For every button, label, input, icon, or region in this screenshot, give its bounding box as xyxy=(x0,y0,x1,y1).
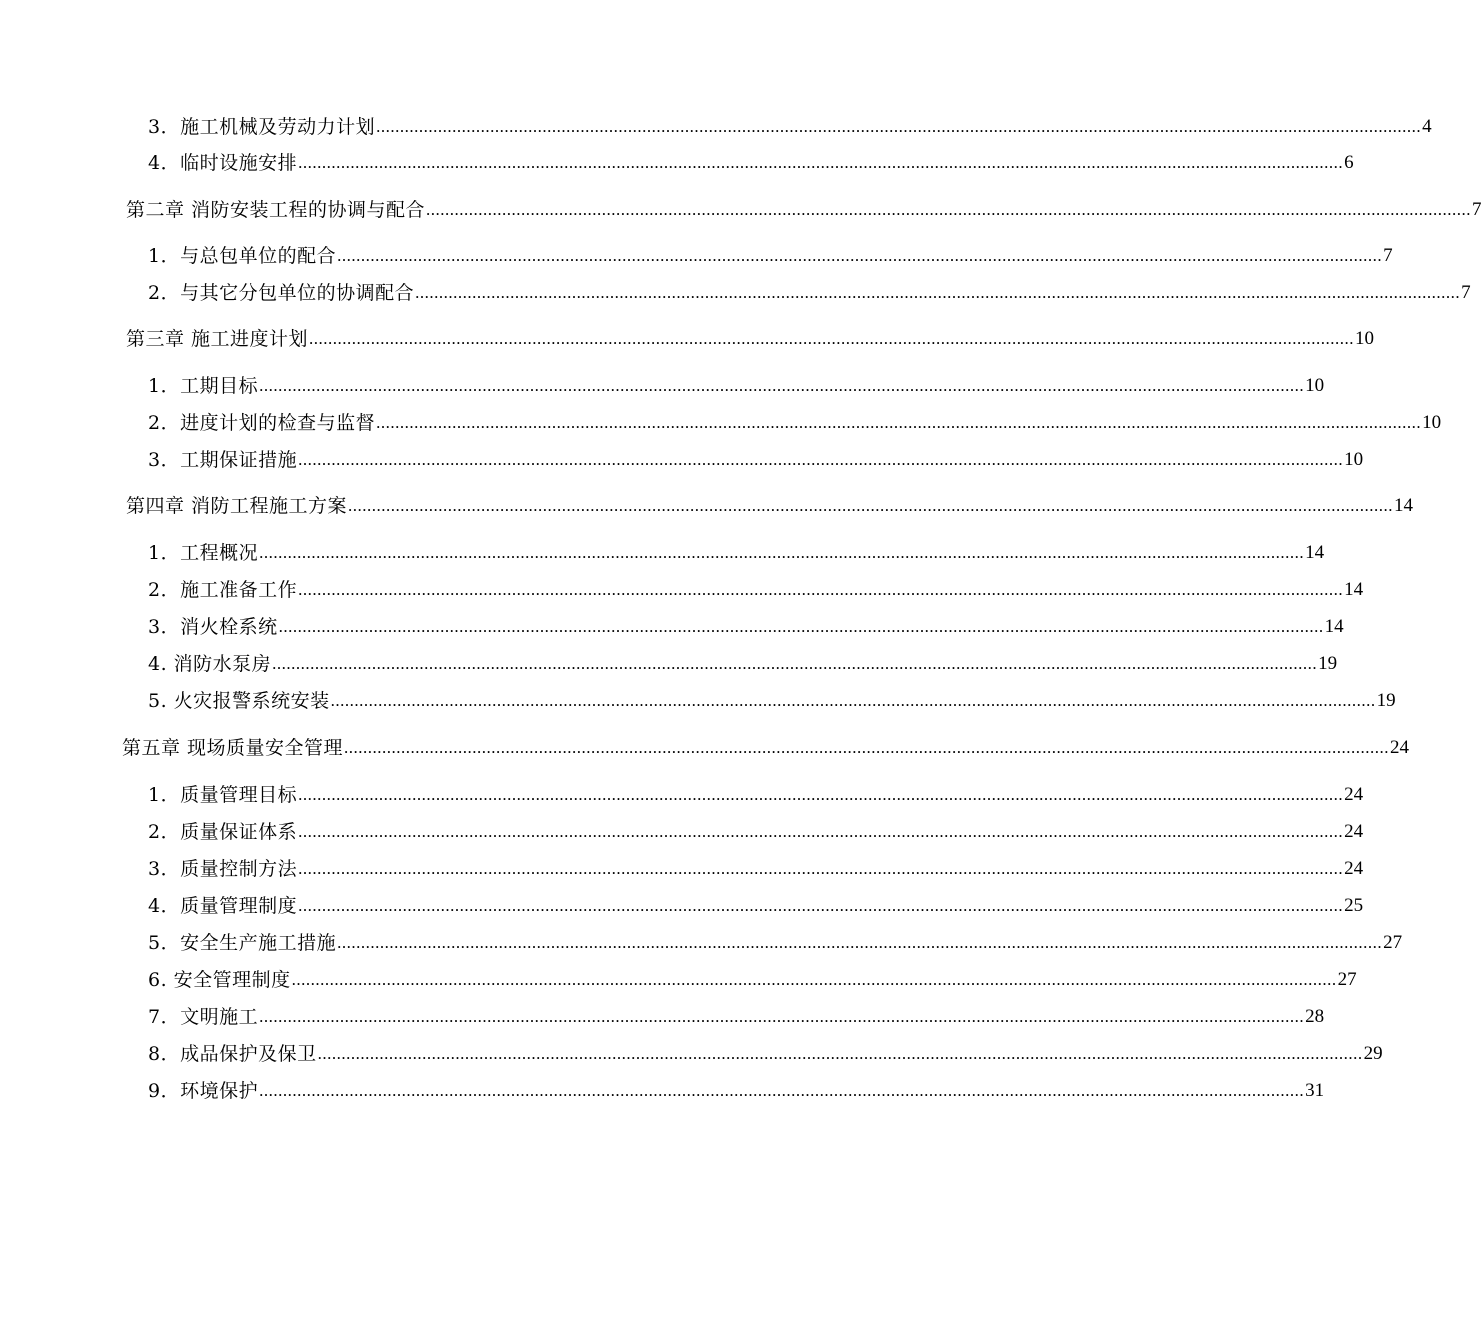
dot-leader: ............................................................................................................................................................................................................................ xyxy=(291,970,1337,989)
toc-entry[interactable] xyxy=(148,367,1325,397)
dot-leader: ............................................................................................................................................................................................................................ xyxy=(272,654,1318,673)
toc-entry-page: 7 xyxy=(1461,282,1471,303)
toc-chapter-page: 7 xyxy=(1472,199,1482,220)
dot-leader: ............................................................................................................................................................................................................................ xyxy=(298,153,1344,172)
toc-entry[interactable] xyxy=(148,144,1354,174)
dot-leader: ............................................................................................................................................................................................................................ xyxy=(278,617,1324,636)
dot-leader: ............................................................................................................................................................................................................................ xyxy=(317,1044,1363,1063)
toc-entry-title: 2．施工准备工作 xyxy=(148,579,298,601)
toc-entry-title: 2．质量保证体系 xyxy=(148,821,298,843)
toc-entry[interactable] xyxy=(148,571,1364,601)
toc-chapter[interactable] xyxy=(122,729,1410,759)
toc-entry-page: 14 xyxy=(1324,616,1344,637)
toc-entry-page: 6 xyxy=(1344,152,1354,173)
dot-leader: ............................................................................................................................................................................................................................ xyxy=(298,896,1344,915)
dot-leader: ............................................................................................................................................................................................................................ xyxy=(298,785,1344,804)
toc-entry[interactable] xyxy=(148,887,1364,917)
toc-entry-title: 5．安全生产施工措施 xyxy=(148,932,337,954)
dot-leader: ............................................................................................................................................................................................................................ xyxy=(337,246,1383,265)
toc-entry-title: 1．质量管理目标 xyxy=(148,784,298,806)
toc-entry-page: 29 xyxy=(1363,1043,1383,1064)
toc-entry-page: 28 xyxy=(1305,1006,1325,1027)
toc-chapter[interactable] xyxy=(126,191,1482,221)
toc-entry-page: 14 xyxy=(1305,542,1325,563)
toc-entry-page: 7 xyxy=(1383,245,1393,266)
dot-leader: ............................................................................................................................................................................................................................ xyxy=(298,859,1344,878)
toc-entry-title: 8．成品保护及保卫 xyxy=(148,1043,317,1065)
dot-leader: ............................................................................................................................................................................................................................ xyxy=(415,283,1461,302)
toc-entry[interactable] xyxy=(148,776,1364,806)
toc-chapter-page: 14 xyxy=(1394,495,1414,516)
toc-entry-title: 3．消火栓系统 xyxy=(148,616,278,638)
dot-leader: ............................................................................................................................................................................................................................ xyxy=(309,329,1355,348)
toc-entry-page: 27 xyxy=(1383,932,1403,953)
dot-leader: ............................................................................................................................................................................................................................ xyxy=(298,822,1344,841)
dot-leader: ............................................................................................................................................................................................................................ xyxy=(376,413,1422,432)
toc-entry[interactable] xyxy=(148,1035,1383,1065)
toc-entry-page: 14 xyxy=(1344,579,1364,600)
toc-entry[interactable] xyxy=(148,850,1364,880)
toc-entry-title: 5. 火灾报警系统安装 xyxy=(148,690,330,712)
toc-entry-title: 4. 消防水泵房 xyxy=(148,653,272,675)
toc-entry[interactable] xyxy=(148,108,1432,138)
dot-leader: ............................................................................................................................................................................................................................ xyxy=(259,376,1305,395)
toc-entry-title: 7．文明施工 xyxy=(148,1006,259,1028)
toc-entry[interactable] xyxy=(148,924,1403,954)
toc-entry-title: 4．临时设施安排 xyxy=(148,152,298,174)
toc-entry-page: 19 xyxy=(1318,653,1338,674)
toc-entry-page: 10 xyxy=(1305,375,1325,396)
dot-leader: ............................................................................................................................................................................................................................ xyxy=(348,496,1394,515)
toc-chapter[interactable] xyxy=(126,320,1375,350)
toc-entry[interactable] xyxy=(148,682,1396,712)
dot-leader: ............................................................................................................................................................................................................................ xyxy=(259,1081,1305,1100)
toc-chapter-page: 10 xyxy=(1355,328,1375,349)
toc-entry[interactable] xyxy=(148,534,1325,564)
dot-leader: ............................................................................................................................................................................................................................ xyxy=(298,580,1344,599)
toc-entry-title: 3．施工机械及劳动力计划 xyxy=(148,116,376,138)
dot-leader: ............................................................................................................................................................................................................................ xyxy=(376,117,1422,136)
toc-entry[interactable] xyxy=(148,645,1338,675)
toc-entry-title: 1．与总包单位的配合 xyxy=(148,245,337,267)
toc-entry-title: 1．工程概况 xyxy=(148,542,259,564)
dot-leader: ............................................................................................................................................................................................................................ xyxy=(259,1007,1305,1026)
toc-chapter-title: 第三章 施工进度计划 xyxy=(126,328,309,350)
toc-entry[interactable] xyxy=(148,441,1364,471)
toc-entry[interactable] xyxy=(148,274,1471,304)
toc-entry-page: 25 xyxy=(1344,895,1364,916)
toc-entry[interactable] xyxy=(148,961,1357,991)
dot-leader: ............................................................................................................................................................................................................................ xyxy=(259,543,1305,562)
toc-chapter-title: 第二章 消防安装工程的协调与配合 xyxy=(126,199,426,221)
toc-entry-page: 10 xyxy=(1422,412,1442,433)
toc-chapter-title: 第五章 现场质量安全管理 xyxy=(122,737,344,759)
toc-chapter-title: 第四章 消防工程施工方案 xyxy=(126,495,348,517)
dot-leader: ............................................................................................................................................................................................................................ xyxy=(330,691,1376,710)
toc-entry-title: 9．环境保护 xyxy=(148,1080,259,1102)
toc-entry-page: 24 xyxy=(1344,821,1364,842)
toc-entry-title: 4．质量管理制度 xyxy=(148,895,298,917)
toc-entry[interactable] xyxy=(148,1072,1325,1102)
toc-entry-page: 4 xyxy=(1422,116,1432,137)
toc-entry-title: 2．进度计划的检查与监督 xyxy=(148,412,376,434)
toc-entry-title: 6. 安全管理制度 xyxy=(148,969,291,991)
toc-entry[interactable] xyxy=(148,608,1344,638)
dot-leader: ............................................................................................................................................................................................................................ xyxy=(298,450,1344,469)
toc-entry[interactable] xyxy=(148,404,1442,434)
toc-chapter-page: 24 xyxy=(1390,737,1410,758)
dot-leader: ............................................................................................................................................................................................................................ xyxy=(337,933,1383,952)
toc-entry-page: 19 xyxy=(1376,690,1396,711)
toc-entry-title: 1．工期目标 xyxy=(148,375,259,397)
toc-entry-page: 27 xyxy=(1337,969,1357,990)
toc-entry-title: 3．工期保证措施 xyxy=(148,449,298,471)
toc-entry-title: 2．与其它分包单位的协调配合 xyxy=(148,282,415,304)
dot-leader: ............................................................................................................................................................................................................................ xyxy=(344,738,1390,757)
toc-chapter[interactable] xyxy=(126,487,1414,517)
toc-entry[interactable] xyxy=(148,998,1325,1028)
toc-entry-page: 24 xyxy=(1344,858,1364,879)
toc-entry-page: 31 xyxy=(1305,1080,1325,1101)
toc-entry[interactable] xyxy=(148,237,1393,267)
toc-entry-page: 24 xyxy=(1344,784,1364,805)
toc-entry[interactable] xyxy=(148,813,1364,843)
toc-entry-page: 10 xyxy=(1344,449,1364,470)
toc-entry-title: 3．质量控制方法 xyxy=(148,858,298,880)
dot-leader: ............................................................................................................................................................................................................................ xyxy=(426,200,1472,219)
